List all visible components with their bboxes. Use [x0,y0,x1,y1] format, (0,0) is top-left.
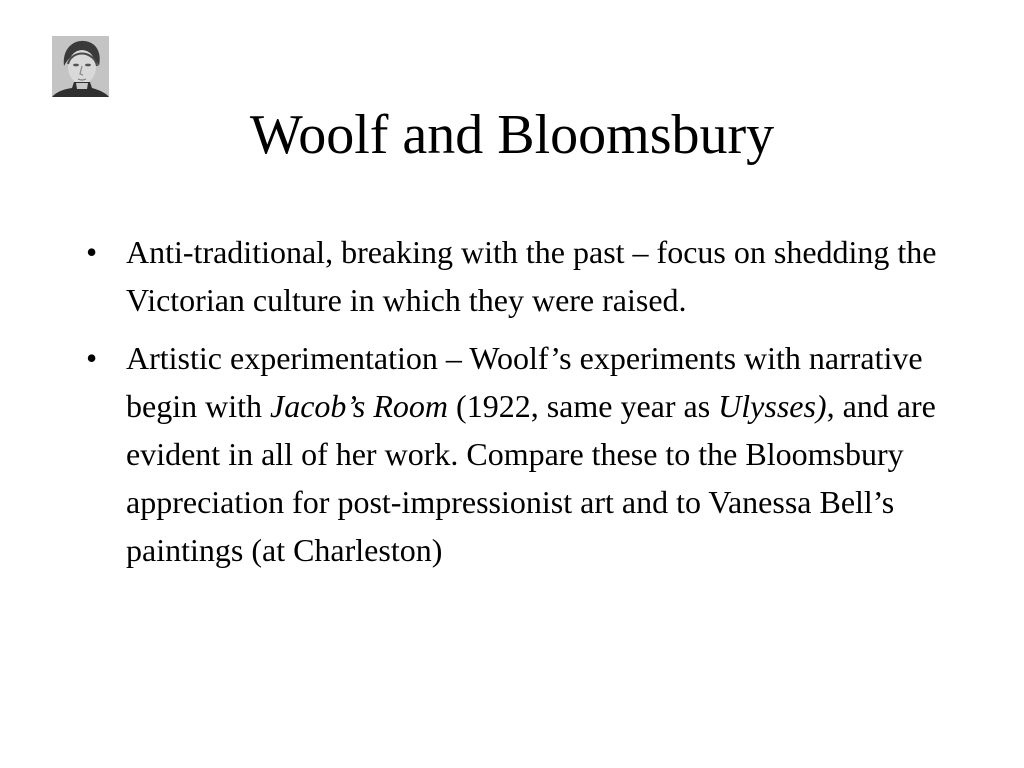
bullet-text-segment: (1922, same year as [448,388,719,424]
portrait-photo-icon [52,36,109,97]
bullet-item [86,228,956,324]
book-title-ulysses: Ulysses) [718,388,827,424]
book-title-jacobs-room: Jacob’s Room [269,388,449,424]
bullet-marker: • [86,234,98,270]
bullet-marker: • [86,340,98,376]
bullet-item [86,334,956,574]
bullet-text: Anti-traditional, breaking with the past – focus on shedding the Victorian culture in which they were raised. [126,234,937,318]
bullet-list [86,228,956,584]
bullet-text-segment: Artistic experimentation – Woolf’s experiments with narrative begin with [126,340,923,424]
slide-title: Woolf and Bloomsbury [249,104,775,166]
bullet-text-segment: , and are evident in all of her work. Compare these to the Bloomsbury appreciation for post-impressionist art and to Vanessa Bell’s paintings (at Charleston) [126,388,936,568]
bullet-text [126,340,936,568]
